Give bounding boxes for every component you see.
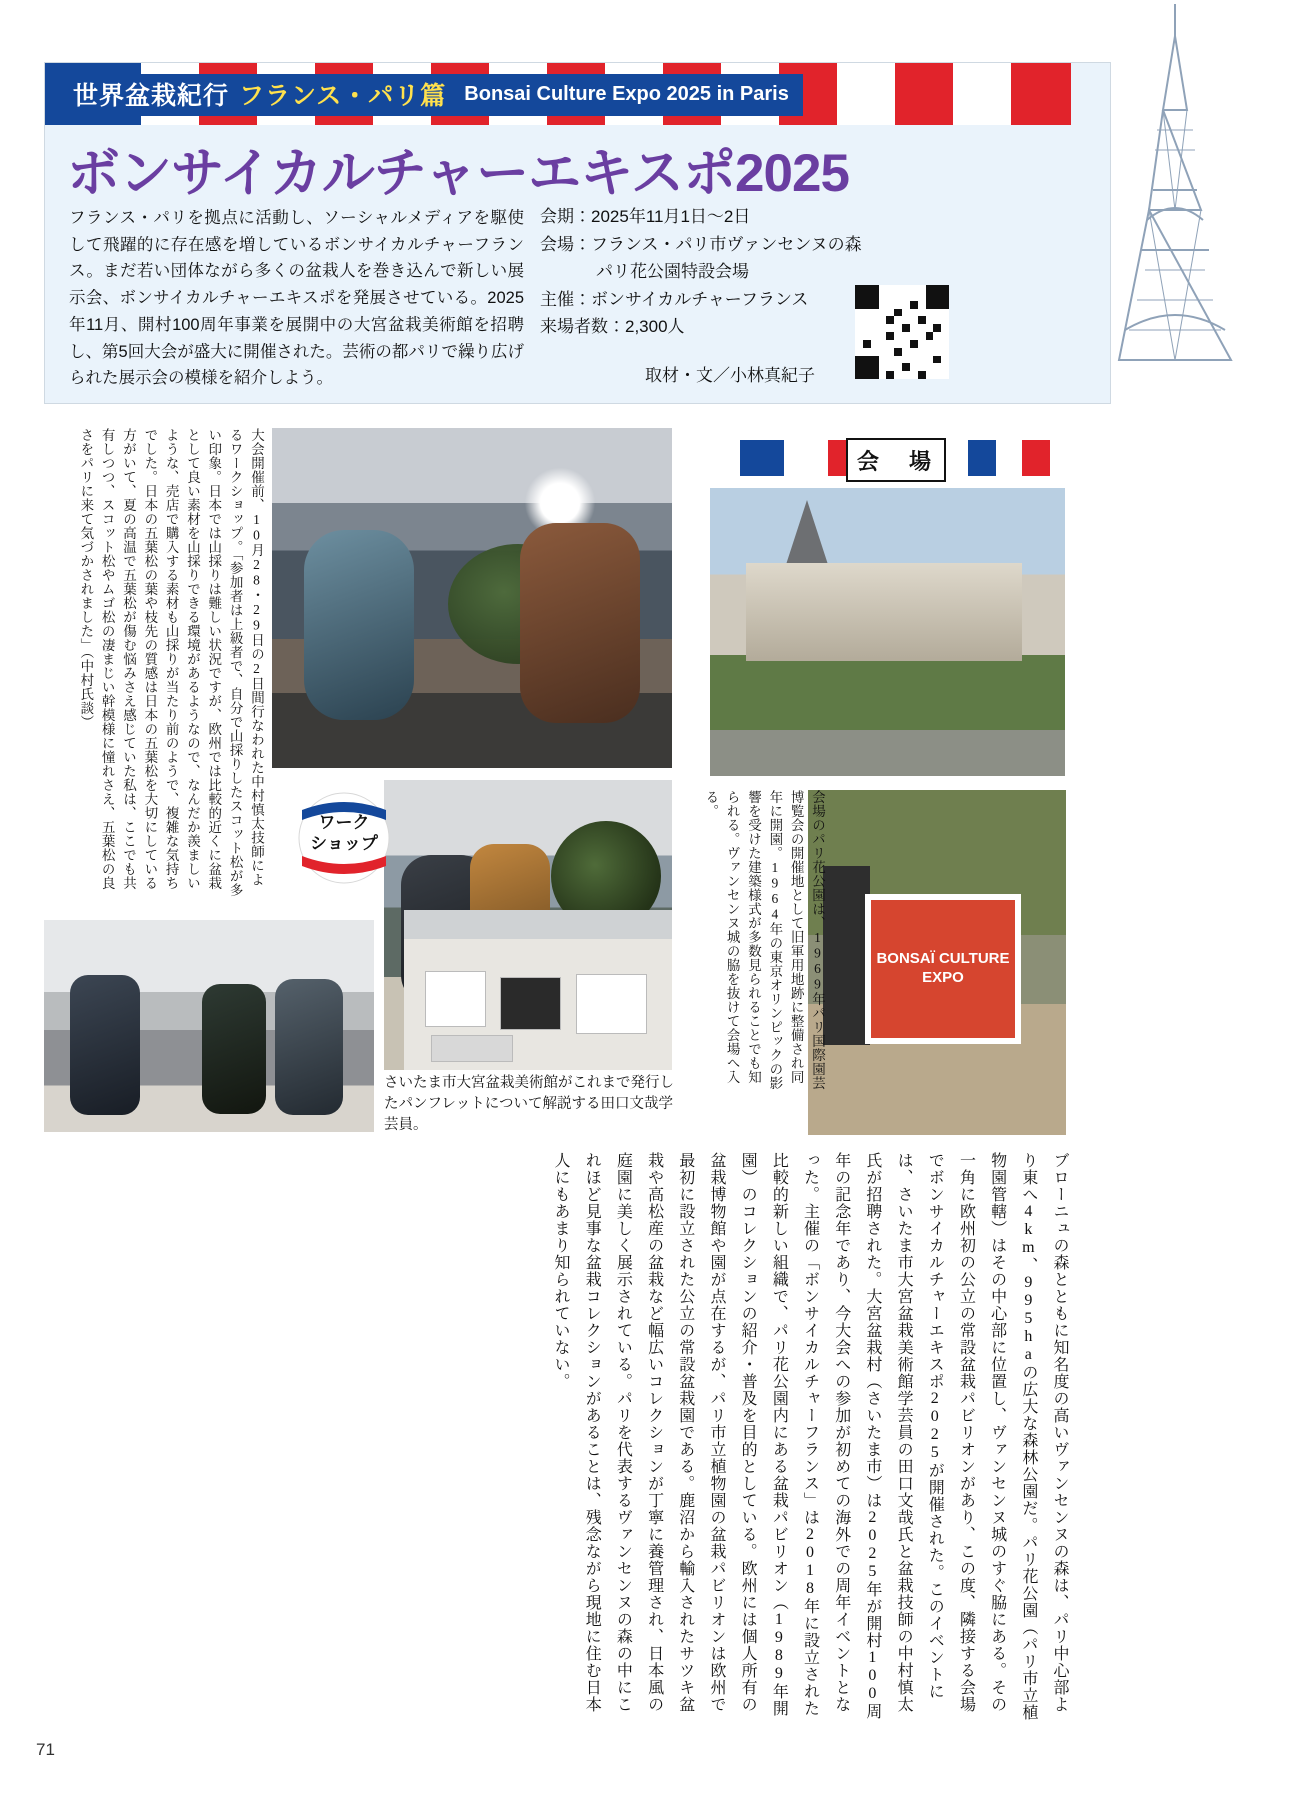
photo-figure-right xyxy=(520,523,640,723)
info-venue xyxy=(540,231,870,259)
info-period-value: 2025年11月1日〜2日 xyxy=(591,207,751,226)
info-venue-label: 会場： xyxy=(540,234,591,254)
series-label-jp: 世界盆栽紀行 xyxy=(73,82,230,110)
photo-sign-post xyxy=(823,866,869,1045)
info-host-value: ボンサイカルチャーフランス xyxy=(591,289,809,309)
eiffel-tower-illustration xyxy=(1085,0,1265,410)
photo-chateau-wall xyxy=(746,563,1023,661)
info-host-label: 主催： xyxy=(540,289,591,309)
info-venue-value: フランス・パリ市ヴァンセンヌの森 xyxy=(591,234,862,254)
workshop-badge-label xyxy=(296,812,392,855)
info-visitors xyxy=(540,313,870,341)
info-host xyxy=(540,286,870,314)
qr-code[interactable] xyxy=(855,285,949,379)
series-banner-jp xyxy=(59,74,458,116)
workshop-badge-line1: ワーク xyxy=(318,813,370,832)
photo-pamphlet-table xyxy=(404,910,672,1070)
workshop-body-text: 大会開催前、10月28・29日の2日間行なわれた中村慎太技師によるワークショップ。「参加者は上級者で、自分で山採りしたスコット松が多い印象。日本では山採りは難しい状況ですが、欧州では比較的近くに盆栽として良い素材を山採りできる環境があるようなので、なんだか羨ましいような、売店で購入する素材も山採りが当たり前のようで、複雑な気持ちでした。日本の五葉松の葉や枝先の質感は日本の五葉松を大切にしている方がいて、夏の高温で五葉松が傷む悩みさえ感じていた私は、ここでも共有しつつ、スコット松やムゴ松の凄まじい幹模様に憧れさえ、五葉松の良さをパリに来て気づかされました」（中村氏談） xyxy=(78,428,264,898)
series-label-en: Bonsai Culture Expo 2025 in Paris xyxy=(458,74,803,116)
qr-code-pattern xyxy=(855,285,949,379)
byline: 取材・文／小林真紀子 xyxy=(645,366,815,385)
photo-expo-sign-image xyxy=(808,790,1066,1135)
photo-visitor-a xyxy=(70,975,140,1115)
article-header xyxy=(44,62,1111,404)
info-venue-2: パリ花公園特設会場 xyxy=(596,262,749,282)
photo-chateau-vincennes xyxy=(710,488,1065,776)
page-number: 71 xyxy=(36,1740,55,1759)
info-visitors-label: 来場者数： xyxy=(540,317,625,337)
article-body xyxy=(40,1152,1075,1742)
event-info xyxy=(540,203,870,341)
photo-sign-board: BONSAÏ CULTURE EXPO xyxy=(865,894,1021,1044)
photo-visitor-c xyxy=(275,979,343,1115)
lead-paragraph: フランス・パリを拠点に活動し、ソーシャルメディアを駆使して飛躍的に存在感を増しているボンサイカルチャーフランス。まだ若い団体ながら多くの盆栽人を巻き込んで新しい展示会、ボンサイカルチャーエキスポを発展させている。2025年11月、開村100周年事業を展開中の大宮盆栽美術館を招聘し、第5回大会が盛大に開催された。芸術の都パリで繰り広げられた展示会の模様を紹介しよう。 xyxy=(69,209,524,388)
photo-exhibition-room xyxy=(44,920,374,1132)
photo-expo-sign xyxy=(808,790,1066,1135)
series-banner xyxy=(59,74,803,116)
photo-visitor-b xyxy=(202,984,266,1114)
photo-caption-pamphlet: さいたま市大宮盆栽美術館がこれまで発行したパンフレットについて解説する田口文哉学芸員。 xyxy=(384,1075,674,1134)
venue-section-title: 会 場 xyxy=(846,438,946,482)
page-title: ボンサイカルチャーエキスポ2025 xyxy=(67,144,849,203)
workshop-badge-line2: ショップ xyxy=(310,834,378,854)
photo-pamphlet-table-image xyxy=(404,910,672,1070)
series-label-region: フランス・パリ篇 xyxy=(239,82,447,110)
info-period xyxy=(540,203,870,231)
article-body-text: ブローニュの森とともに知名度の高いヴァンセンヌの森は、パリ中心部より東へ4km、995haの広大な森林公園だ。パリ花公園（パリ市立植物園管轄）はその中心部に位置し、ヴァンセンヌ城のすぐ脇にある。その一角に欧州初の公立の常設盆栽パビリオンがあり、この度、隣接する会場でボンサイカルチャーエキスポ2025が開催された。このイベントには、さいたま市大宮盆栽美術館学芸員の田口文哉氏と盆栽技師の中村慎太氏が招聘された。大宮盆栽村（さいたま市）は2025年が開村100周年の記念年であり、今大会への参加が初めての海外での周年イベントとなった。主催の「ボンサイカルチャーフランス」は2018年に設立された比較的新しい組織で、パリ花公園内にある盆栽パビリオン（1989年開園）のコレクションの紹介・普及を目的としている。欧州には個人所有の盆栽博物館や園が点在するが、パリ市立植物園の盆栽パビリオンは欧州で最初に設立された公立の常設盆栽園である。鹿沼から輸入されたサツキ盆栽や高松産の盆栽など幅広いコレクションが丁寧に養管理され、日本風の庭園に美しく展示されている。パリを代表するヴァンセンヌの森の中にこれほど見事な盆栽コレクションがあることは、残念ながら現地に住む日本人にもあまり知られていない。 xyxy=(552,1152,1068,1721)
photo-workshop-main xyxy=(272,428,672,768)
photo-figure-left xyxy=(304,530,414,720)
photo-chateau-image xyxy=(710,488,1065,776)
photo-exhibition-room-image xyxy=(44,920,374,1132)
info-period-label: 会期： xyxy=(540,207,591,226)
info-visitors-value: 2,300人 xyxy=(625,317,685,337)
photo-workshop-main-image xyxy=(272,428,672,768)
venue-body-text: 会場のパリ花公園は、1969年パリ国際園芸博覧会の開催地として旧軍用地跡に整備され同年に開園。1964年の東京オリンピックの影響を受けた建築様式が多数見られることでも知られる。ヴァンセンヌ城の脇を抜けて会場へ入る。 xyxy=(703,790,825,1090)
